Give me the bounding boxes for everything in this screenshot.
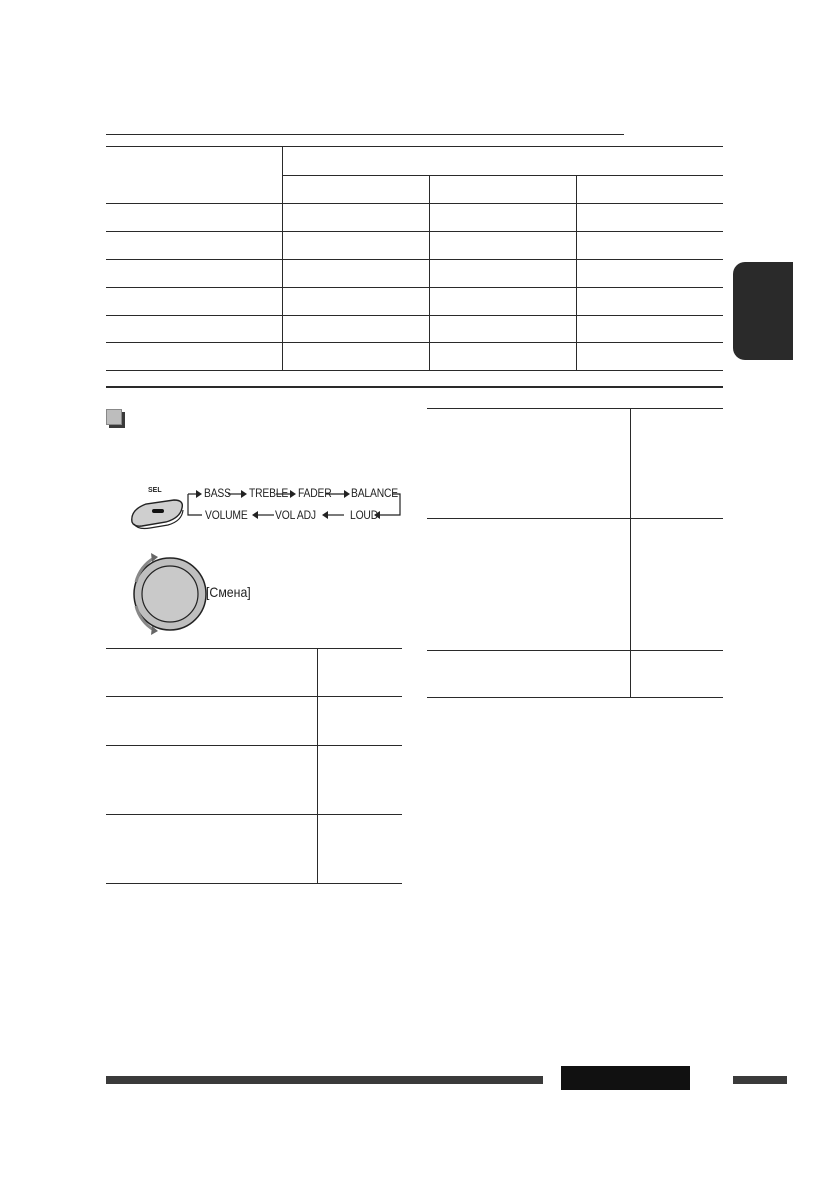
footer-bar-left	[106, 1076, 543, 1084]
footer-bar-right	[733, 1076, 787, 1084]
table-column-divider	[576, 175, 577, 370]
table-column-divider	[282, 146, 283, 370]
left-table-rule	[106, 648, 402, 649]
table-subheader-rule	[282, 175, 723, 176]
control-knob-icon	[122, 549, 212, 639]
left-table-rule	[106, 696, 402, 697]
right-table-rule	[427, 697, 723, 698]
flow-item-fader: FADER	[298, 486, 332, 500]
left-table-rule	[106, 883, 402, 884]
table-row-rule	[106, 342, 723, 343]
flow-item-vol-adj: VOL ADJ	[275, 508, 316, 522]
table-row-rule	[106, 315, 723, 316]
left-table-rule	[106, 814, 402, 815]
flow-item-volume: VOLUME	[205, 508, 248, 522]
right-table-rule	[427, 518, 723, 519]
knob-label: [Смена]	[206, 584, 251, 600]
flow-item-treble: TREBLE	[249, 486, 289, 500]
flow-item-loud: LOUD	[350, 508, 378, 522]
section-marker-icon	[106, 409, 122, 425]
table-column-divider	[429, 175, 430, 370]
left-table-rule	[106, 745, 402, 746]
table-row-rule	[106, 287, 723, 288]
section-divider	[106, 386, 723, 388]
page-number-badge	[561, 1066, 690, 1090]
sel-button-label: SEL	[148, 487, 162, 494]
table-row-rule	[106, 259, 723, 260]
right-table-rule	[427, 650, 723, 651]
sel-button-icon	[128, 494, 188, 534]
table-row-rule	[106, 231, 723, 232]
table-bottom-rule	[106, 370, 723, 371]
table-row-rule	[106, 203, 723, 204]
left-table-divider	[317, 648, 318, 883]
flow-item-bass: BASS	[204, 486, 231, 500]
right-table-divider	[630, 408, 631, 697]
language-tab	[733, 262, 793, 360]
table-top-rule	[106, 146, 723, 147]
flow-item-balance: BALANCE	[351, 486, 398, 500]
right-table-rule	[427, 408, 723, 409]
table-title-rule	[106, 134, 624, 135]
